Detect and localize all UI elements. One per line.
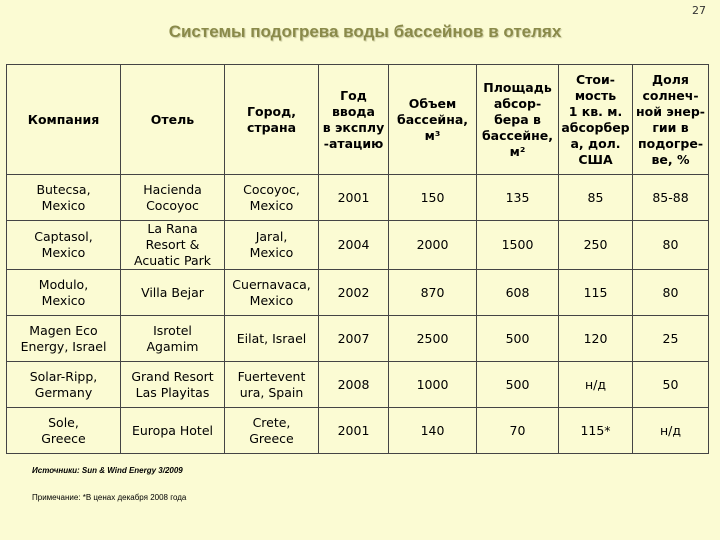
- cell-cost: 85: [559, 175, 633, 221]
- hotel-pool-heating-table: [6, 64, 709, 454]
- cell-share: 85-88: [633, 175, 709, 221]
- cell-volume: 1000: [389, 362, 477, 408]
- cell-cost: 115*: [559, 408, 633, 454]
- table-row: [7, 316, 709, 362]
- cell-company: Captasol, Mexico: [7, 221, 121, 270]
- table-row: [7, 408, 709, 454]
- header-absorber-area: Площадь абсор- бера в бассейне, м²: [477, 65, 559, 175]
- cell-hotel: Villa Bejar: [121, 270, 225, 316]
- cell-share: н/д: [633, 408, 709, 454]
- header-hotel: Отель: [121, 65, 225, 175]
- cell-hotel: Isrotel Agamim: [121, 316, 225, 362]
- cell-year: 2008: [319, 362, 389, 408]
- cell-city: Crete, Greece: [225, 408, 319, 454]
- header-row: [7, 65, 709, 175]
- cell-hotel: Europa Hotel: [121, 408, 225, 454]
- cell-cost: 120: [559, 316, 633, 362]
- cell-year: 2002: [319, 270, 389, 316]
- cell-cost: н/д: [559, 362, 633, 408]
- cell-hotel: Grand Resort Las Playitas: [121, 362, 225, 408]
- cell-year: 2001: [319, 175, 389, 221]
- cell-volume: 870: [389, 270, 477, 316]
- cell-share: 25: [633, 316, 709, 362]
- header-absorber-cost: Стои- мость 1 кв. м. абсорбер а, дол. США: [559, 65, 633, 175]
- cell-area: 500: [477, 316, 559, 362]
- header-pool-volume: Объем бассейна, м³: [389, 65, 477, 175]
- header-commission-year: Год ввода в эксплу -атацию: [319, 65, 389, 175]
- page-title: Системы подогрева воды бассейнов в отелях: [168, 22, 562, 41]
- cell-city: Eilat, Israel: [225, 316, 319, 362]
- cell-volume: 2000: [389, 221, 477, 270]
- table-row: [7, 175, 709, 221]
- footnote: Примечание: *В ценах декабря 2008 года: [32, 493, 187, 502]
- table-row: [7, 221, 709, 270]
- cell-share: 80: [633, 221, 709, 270]
- cell-share: 50: [633, 362, 709, 408]
- cell-share: 80: [633, 270, 709, 316]
- cell-company: Sole, Greece: [7, 408, 121, 454]
- cell-city: Cocoyoc, Mexico: [225, 175, 319, 221]
- cell-city: Fuertevent ura, Spain: [225, 362, 319, 408]
- cell-company: Butecsa, Mexico: [7, 175, 121, 221]
- cell-company: Modulo, Mexico: [7, 270, 121, 316]
- cell-area: 70: [477, 408, 559, 454]
- cell-year: 2004: [319, 221, 389, 270]
- cell-area: 135: [477, 175, 559, 221]
- cell-volume: 140: [389, 408, 477, 454]
- cell-year: 2001: [319, 408, 389, 454]
- table-row: [7, 270, 709, 316]
- cell-volume: 2500: [389, 316, 477, 362]
- cell-volume: 150: [389, 175, 477, 221]
- cell-area: 1500: [477, 221, 559, 270]
- source-note: Источники: Sun & Wind Energy 3/2009: [32, 466, 183, 475]
- header-company: Компания: [7, 65, 121, 175]
- cell-city: Jaral, Mexico: [225, 221, 319, 270]
- cell-hotel: Hacienda Cocoyoc: [121, 175, 225, 221]
- table-row: [7, 362, 709, 408]
- cell-area: 500: [477, 362, 559, 408]
- cell-company: Magen Eco Energy, Israel: [7, 316, 121, 362]
- cell-cost: 115: [559, 270, 633, 316]
- cell-city: Cuernavaca, Mexico: [225, 270, 319, 316]
- cell-year: 2007: [319, 316, 389, 362]
- cell-company: Solar-Ripp, Germany: [7, 362, 121, 408]
- header-solar-share: Доля солнеч- ной энер- гии в подогре- ве, %: [633, 65, 709, 175]
- page-number: 27: [692, 4, 706, 17]
- header-city-country: Город, страна: [225, 65, 319, 175]
- cell-cost: 250: [559, 221, 633, 270]
- cell-area: 608: [477, 270, 559, 316]
- cell-hotel: La Rana Resort & Acuatic Park: [121, 221, 225, 270]
